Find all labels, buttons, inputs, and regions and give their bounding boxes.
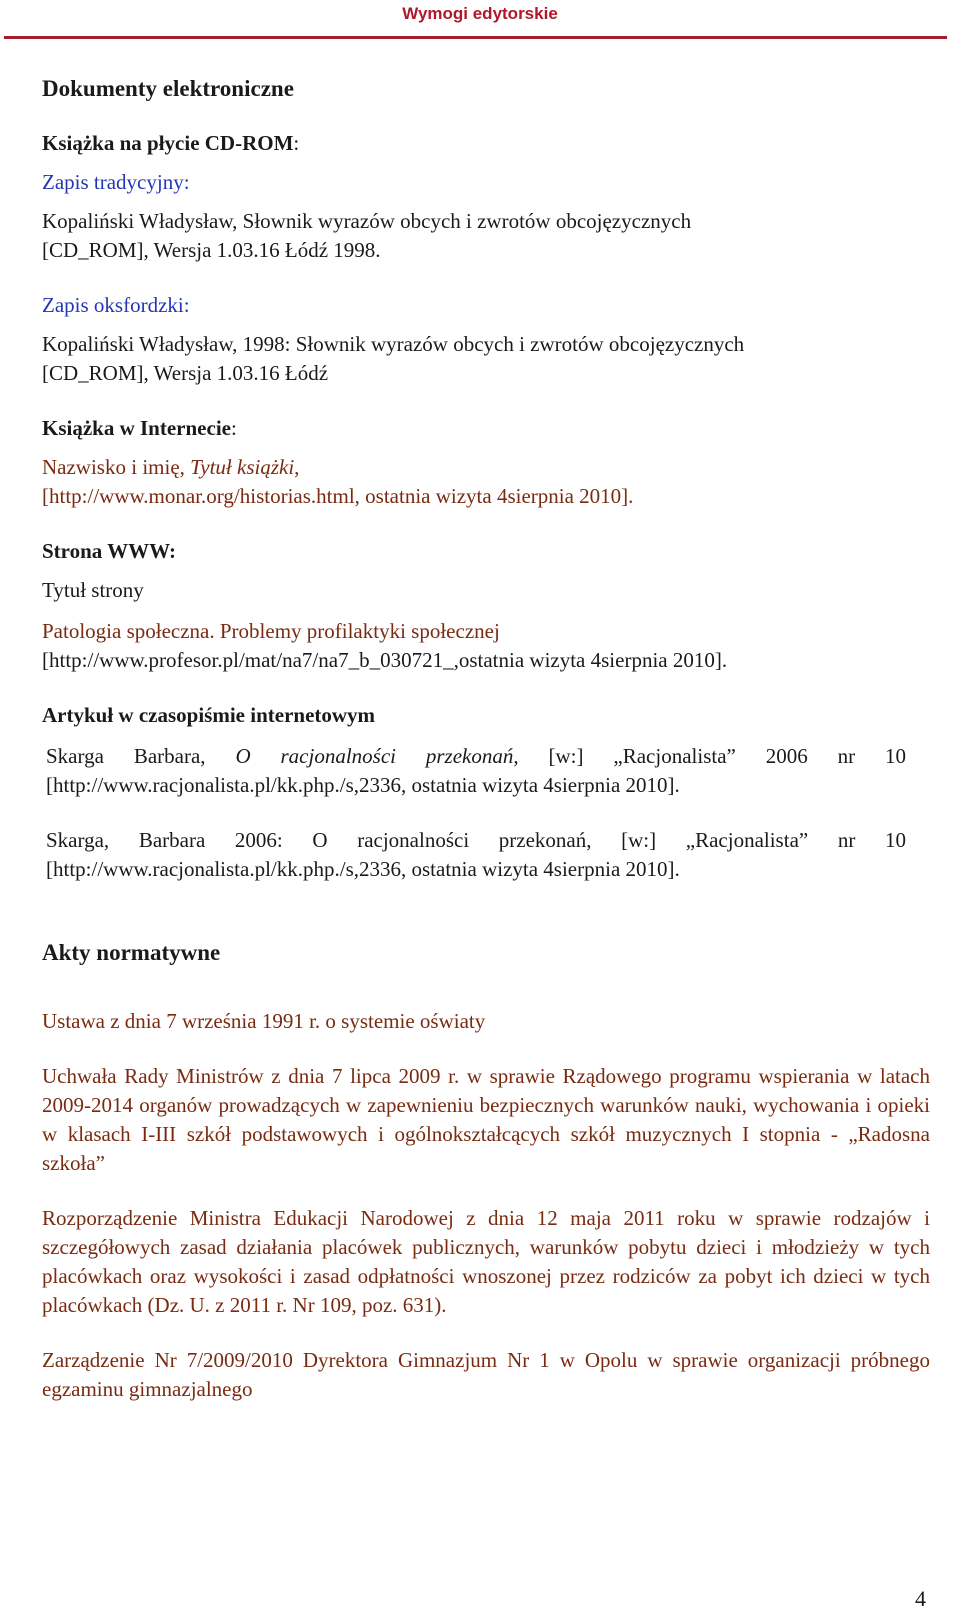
article-entry-1 <box>42 742 954 800</box>
traditional-line-2: [CD_ROM], Wersja 1.03.16 Łódź 1998. <box>42 238 381 262</box>
www-title-line: Tytuł strony <box>42 578 144 602</box>
cdrom-colon: : <box>293 131 300 155</box>
normative-item-3: Rozporządzenie Ministra Edukacji Narodowej z dnia 12 maja 2011 roku w sprawie rodzajów i szczegółowych zasad działania placówek publicznych, warunków pobytu dzieci i młodzieży w tych placówkach oraz wysokości i zasad odpłatności wnoszonej przez rodziców za pobyt ich dzieci w tych placówkach (Dz. U. z 2011 r. Nr 109, poz. 631). <box>42 1206 930 1317</box>
internet-book-label-line <box>42 414 954 443</box>
article-entry-2: Skarga, Barbara 2006: O racjonalności przekonań, [w:] „Racjonalista” nr 10 [http://www.racjonalista.pl/kk.php./s,2336, ostatnia wizyta 4sierpnia 2010]. <box>46 828 906 881</box>
internet-book-colon: : <box>230 416 237 440</box>
www-line-2: [http://www.profesor.pl/mat/na7/na7_b_030721_,ostatnia wizyta 4sierpnia 2010]. <box>42 648 728 672</box>
cdrom-label: Książka na płycie CD-ROM <box>42 131 294 155</box>
page-number: 4 <box>915 1586 926 1611</box>
internet-book-label: Książka w Internecie <box>42 416 231 440</box>
cdrom-label-line <box>42 129 954 158</box>
internet-book-author: Nazwisko i imię, <box>42 455 191 479</box>
running-header: Wymogi edytorskie <box>402 4 558 23</box>
oxford-label: Zapis oksfordzki: <box>42 293 190 317</box>
internet-book-comma: , <box>294 455 300 479</box>
internet-book-line-1 <box>42 453 954 482</box>
normative-item-1: Ustawa z dnia 7 września 1991 r. o systemie oświaty <box>42 1009 486 1033</box>
normative-item-4: Zarządzenie Nr 7/2009/2010 Dyrektora Gimnazjum Nr 1 w Opolu w sprawie organizacji próbnego egzaminu gimnazjalnego <box>42 1348 930 1401</box>
article-entry-1-title: O racjonalności przekonań <box>235 744 514 768</box>
header-rule <box>4 36 947 39</box>
article-entry-1-rest: , [w:] „Racjonalista” 2006 nr 10 [http://www.racjonalista.pl/kk.php./s,2336, ostatnia wizyta 4sierpnia 2010]. <box>46 744 907 797</box>
article-entry-1-author: Skarga Barbara, <box>46 744 236 768</box>
document-body <box>42 72 954 1404</box>
oxford-line-2: [CD_ROM], Wersja 1.03.16 Łódź <box>42 361 329 385</box>
heading-normative-acts: Akty normatywne <box>42 940 221 965</box>
www-line-1: Patologia społeczna. Problemy profilaktyki społecznej <box>42 619 500 643</box>
article-label: Artykuł w czasopiśmie internetowym <box>42 703 376 727</box>
heading-electronic-documents: Dokumenty elektroniczne <box>42 76 294 101</box>
www-label: Strona WWW: <box>42 539 176 563</box>
internet-book-line-2: [http://www.monar.org/historias.html, ostatnia wizyta 4sierpnia 2010]. <box>42 484 634 508</box>
internet-book-title: Tytuł książki <box>190 455 295 479</box>
oxford-line-1: Kopaliński Władysław, 1998: Słownik wyrazów obcych i zwrotów obcojęzycznych <box>42 332 745 356</box>
traditional-label: Zapis tradycyjny: <box>42 170 190 194</box>
traditional-line-1: Kopaliński Władysław, Słownik wyrazów obcych i zwrotów obcojęzycznych <box>42 209 692 233</box>
normative-item-2: Uchwała Rady Ministrów z dnia 7 lipca 2009 r. w sprawie Rządowego programu wspierania w latach 2009-2014 organów prowadzących w zapewnieniu bezpiecznych warunków nauki, wychowania i opieki w klasach I-III szkół podstawowych i ogólnokształcących szkół muzycznych I stopnia - „Radosna szkoła” <box>42 1064 930 1175</box>
